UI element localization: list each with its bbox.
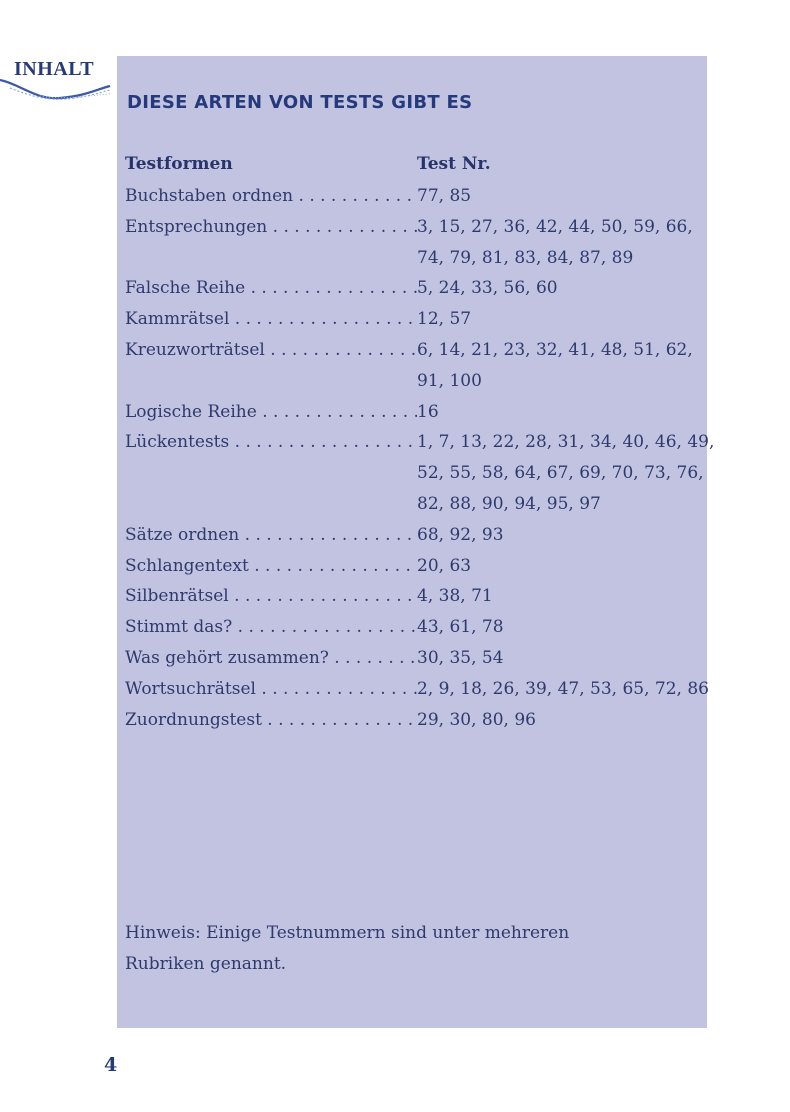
note-line: Hinweis: Einige Testnummern sind unter mehreren bbox=[125, 923, 570, 943]
test-numbers bbox=[417, 273, 707, 304]
test-numbers-line: 52, 55, 58, 64, 67, 69, 70, 73, 76, bbox=[417, 463, 704, 484]
section-marker bbox=[0, 56, 112, 106]
test-numbers bbox=[417, 643, 707, 674]
test-numbers bbox=[417, 612, 707, 643]
test-numbers-line: 4, 38, 71 bbox=[417, 586, 493, 607]
test-numbers-line: 29, 30, 80, 96 bbox=[417, 709, 536, 730]
wave-decoration-icon bbox=[0, 74, 112, 104]
test-type-name: Kammrätsel . . . bbox=[125, 304, 417, 335]
list-item bbox=[125, 581, 707, 612]
test-type-name: Sätze ordnen . . . bbox=[125, 520, 417, 551]
test-type-name: Logische Reihe . . . bbox=[125, 397, 417, 428]
test-numbers-line: 5, 24, 33, 56, 60 bbox=[417, 278, 558, 299]
list-item bbox=[125, 397, 707, 428]
column-header-number: Test Nr. bbox=[417, 154, 491, 174]
test-type-name: Wortsuchrätsel . . . bbox=[125, 674, 417, 705]
content-panel bbox=[117, 56, 715, 1028]
test-type-list bbox=[125, 181, 715, 735]
test-numbers bbox=[417, 304, 707, 335]
test-numbers-line: 77, 85 bbox=[417, 186, 472, 206]
test-numbers bbox=[417, 520, 707, 551]
test-numbers-line: 16 bbox=[417, 401, 439, 422]
page-title: DIESE ARTEN VON TESTS GIBT ES bbox=[127, 92, 473, 113]
test-type-name: Schlangentext . . . bbox=[125, 551, 417, 582]
test-type-name: Falsche Reihe . . . bbox=[125, 273, 417, 304]
list-item bbox=[125, 551, 707, 582]
test-numbers-line: 43, 61, 78 bbox=[417, 617, 504, 638]
test-type-name: Silbenrätsel . . . bbox=[125, 581, 417, 612]
test-numbers bbox=[417, 397, 707, 428]
column-header-type: Testformen bbox=[125, 154, 233, 174]
note bbox=[125, 918, 685, 980]
note-line: Rubriken genannt. bbox=[125, 954, 287, 974]
test-numbers bbox=[417, 674, 707, 705]
list-item bbox=[125, 427, 715, 519]
test-numbers-line: 12, 57 bbox=[417, 309, 472, 330]
list-item bbox=[125, 304, 707, 335]
test-numbers bbox=[417, 551, 707, 582]
test-type-name: Lückentests . . . bbox=[125, 427, 417, 458]
test-numbers bbox=[417, 212, 707, 274]
test-numbers-line: 20, 63 bbox=[417, 555, 472, 576]
test-type-name: Was gehört zusammen? . . . bbox=[125, 643, 417, 674]
test-numbers-line: 30, 35, 54 bbox=[417, 647, 504, 668]
list-item bbox=[125, 273, 707, 304]
test-type-name: Stimmt das? . . . bbox=[125, 612, 417, 643]
list-item bbox=[125, 335, 707, 397]
test-type-name: Kreuzworträtsel . . . bbox=[125, 335, 417, 366]
test-numbers-line: 82, 88, 90, 94, 95, 97 bbox=[417, 493, 601, 514]
list-item bbox=[125, 674, 707, 705]
test-numbers-line: 2, 9, 18, 26, 39, 47, 53, 65, 72, 86 bbox=[417, 678, 709, 699]
list-item bbox=[125, 612, 707, 643]
test-numbers-line: 91, 100 bbox=[417, 370, 482, 391]
test-numbers-line: 68, 92, 93 bbox=[417, 524, 504, 545]
section-label: INHALT bbox=[14, 58, 95, 80]
list-item bbox=[125, 520, 707, 551]
test-numbers-line: 3, 15, 27, 36, 42, 44, 50, 59, 66, bbox=[417, 216, 693, 237]
test-numbers-line: 1, 7, 13, 22, 28, 31, 34, 40, 46, 49, bbox=[417, 432, 715, 453]
list-item bbox=[125, 705, 707, 736]
list-item bbox=[125, 643, 707, 674]
test-numbers bbox=[417, 705, 707, 736]
test-numbers-line: 74, 79, 81, 83, 84, 87, 89 bbox=[417, 247, 634, 268]
list-item bbox=[125, 212, 707, 274]
test-numbers bbox=[417, 581, 707, 612]
test-numbers-line: 6, 14, 21, 23, 32, 41, 48, 51, 62, bbox=[417, 339, 693, 360]
test-type-name: Entsprechungen . . . bbox=[125, 212, 417, 243]
test-numbers bbox=[417, 427, 715, 519]
test-type-name: Buchstaben ordnen . . . bbox=[125, 181, 417, 212]
test-numbers bbox=[417, 335, 707, 397]
test-type-name: Zuordnungstest . . . bbox=[125, 705, 417, 736]
page-number: 4 bbox=[104, 1054, 118, 1076]
test-numbers bbox=[417, 181, 707, 212]
list-item bbox=[125, 181, 707, 212]
